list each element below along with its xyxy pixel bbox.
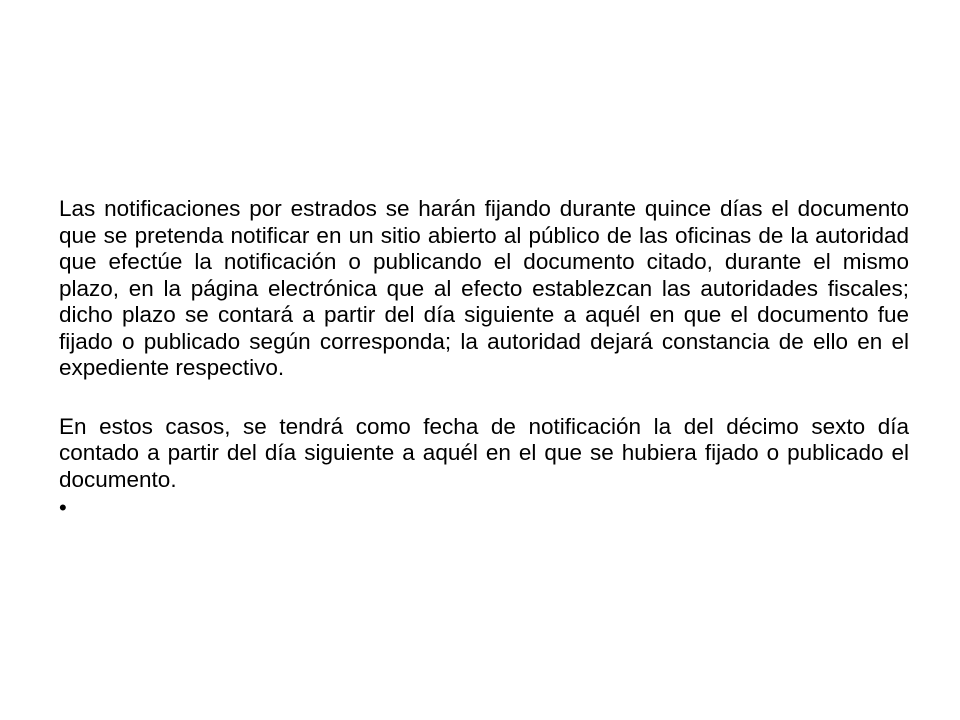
empty-bullet-point: •: [59, 495, 67, 520]
paragraph-fecha-notificacion: En estos casos, se tendrá como fecha de notificación la del décimo sexto día contado a partir del día siguiente a aquél en el que se hubiera fijado o publicado el documento.: [59, 413, 909, 492]
paragraph-notificaciones-estrados: Las notificaciones por estrados se harán fijando durante quince días el documento que se pretenda notificar en un sitio abierto al público de las oficinas de la autoridad que efectúe la notificación o publicando el documento citado, durante el mismo plazo, en la página electrónica que al efecto establezcan las autoridades fiscales; dicho plazo se contará a partir del día siguiente a aquél en que el documento fue fijado o publicado según corresponda; la autoridad dejará constancia de ello en el expediente respectivo.: [59, 196, 909, 380]
slide-body: [59, 196, 909, 521]
